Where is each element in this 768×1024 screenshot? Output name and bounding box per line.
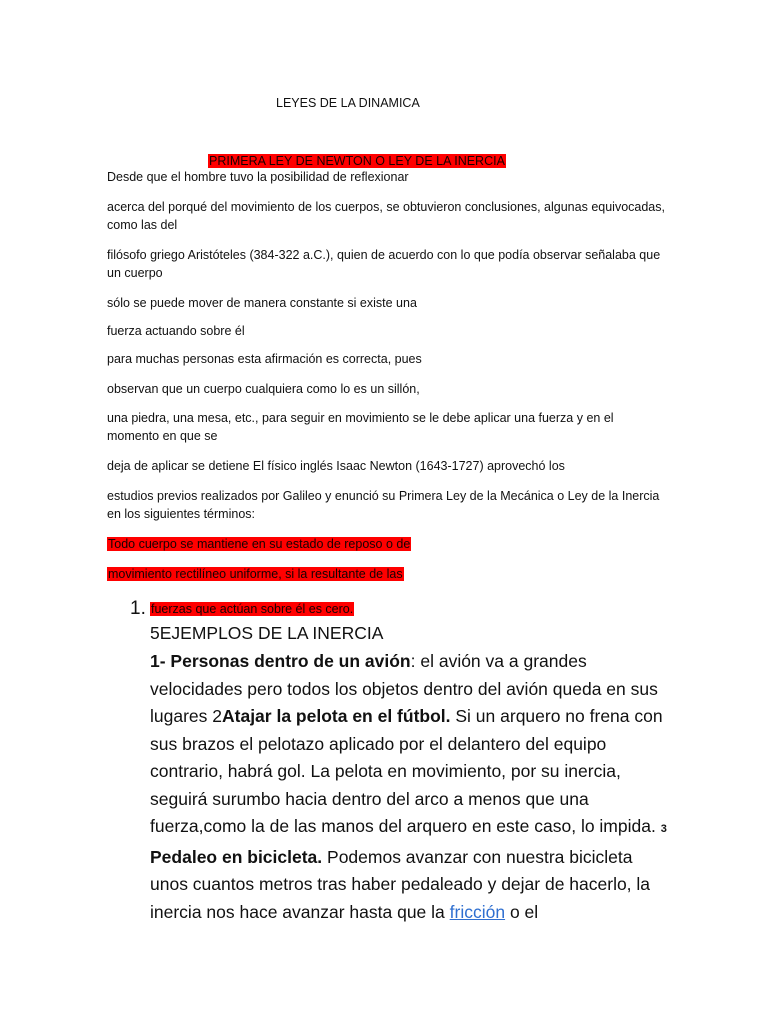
paragraph-line: filósofo griego Aristóteles (384-322 a.C.), quien de acuerdo con lo que podía observar señalaba que un cuerpo: [107, 248, 661, 280]
friccion-link[interactable]: fricción: [449, 901, 506, 922]
paragraph-line: fuerza actuando sobre él: [107, 324, 245, 338]
paragraph-line: acerca del porqué del movimiento de los cuerpos, se obtuvieron conclusiones, algunas equivocadas, como las del: [107, 200, 665, 232]
paragraph-line: Desde que el hombre tuvo la posibilidad de reflexionar: [107, 170, 409, 184]
example-3-number: 3: [660, 823, 667, 835]
paragraph-line: una piedra, una mesa, etc., para seguir en movimiento se le debe aplicar una fuerza y en el momento en que se: [107, 411, 614, 443]
paragraph-line: observan que un cuerpo cualquiera como lo es un sillón,: [107, 382, 420, 396]
example-3-text: Podemos avanzar con nuestra bicicleta unos cuantos metros tras haber pedaleado y dejar de hacerlo, la inercia nos hace avanzar hasta que la: [150, 846, 651, 922]
example-1-text: : el avión va a grandes velocidades pero todos los objetos dentro del avión queda en sus lugares 2: [150, 651, 658, 726]
example-3-title: Pedaleo en bicicleta.: [150, 846, 323, 867]
paragraph-line: estudios previos realizados por Galileo y enunció su Primera Ley de la Mecánica o Ley de la Inercia en los siguientes términos:: [107, 489, 660, 521]
list-item-highlight: fuerzas que actúan sobre él es cero.: [151, 602, 354, 616]
heading-highlight: PRIMERA LEY DE NEWTON O LEY DE LA INERCIA: [209, 154, 505, 168]
examples-heading: 5EJEMPLOS DE LA INERCIA: [150, 623, 384, 643]
law-line: [107, 565, 404, 583]
example-2-text: Si un arquero no frena con sus brazos el pelotazo aplicado por el delantero del equipo contrario, habrá gol. La pelota en movimiento, por su inercia, seguirá surumbo hacia dentro del arco a menos que una fuerza,como la de las manos del arquero en este caso, lo impida.: [150, 706, 663, 836]
law-line: [107, 535, 411, 553]
example-3-tail: o el: [505, 901, 539, 922]
paragraph-line: deja de aplicar se detiene El físico inglés Isaac Newton (1643-1727) aprovechó los: [107, 459, 565, 473]
law-highlight: Todo cuerpo se mantiene en su estado de reposo o de: [108, 537, 411, 551]
example-2-title: Atajar la pelota en el fútbol.: [222, 706, 451, 726]
paragraph-line: para muchas personas esta afirmación es correcta, pues: [107, 352, 422, 366]
page-title: LEYES DE LA DINAMICA: [276, 96, 420, 110]
law-highlight: movimiento rectilíneo uniforme, si la resultante de las: [108, 567, 403, 581]
list-item: [150, 600, 354, 618]
list-marker: 1.: [130, 598, 146, 619]
paragraph-line: sólo se puede mover de manera constante si existe una: [107, 296, 417, 310]
examples-body: [150, 648, 670, 926]
example-1-title: 1- Personas dentro de un avión: [150, 651, 411, 671]
